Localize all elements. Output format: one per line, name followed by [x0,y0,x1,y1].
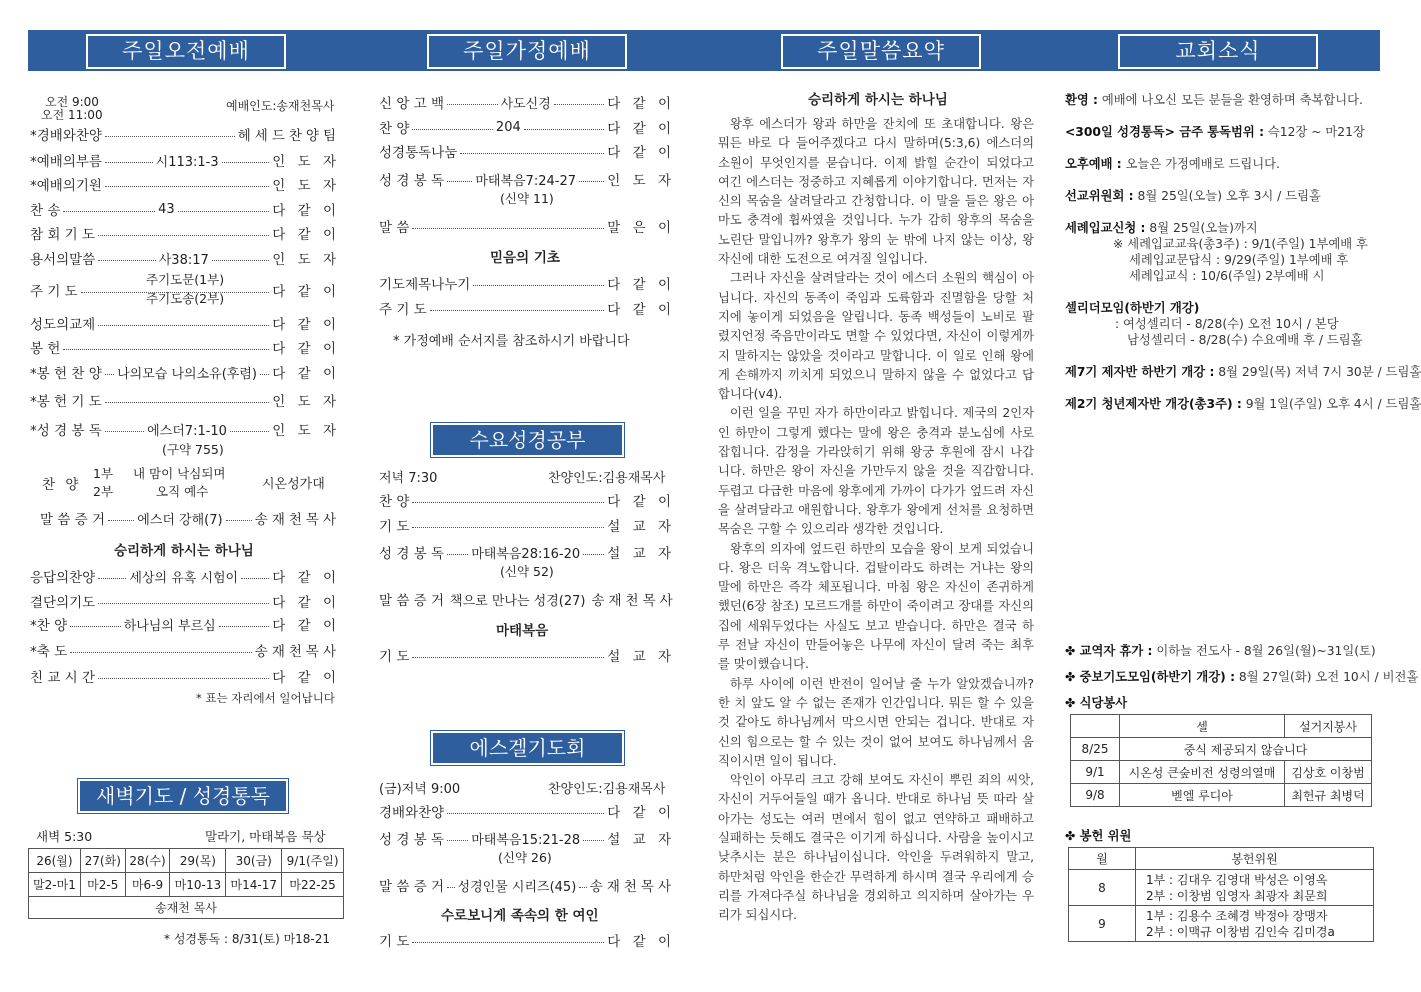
morning-item-person: 인 도 자 [272,252,340,268]
header-sermon-summary: 주일말씀요약 [781,34,981,69]
morning-row [30,419,340,439]
summary-paragraph: 왕후 에스더가 왕과 하만을 잔치에 또 초대합니다. 왕은 뭐든 바로 다 들어주겠다고 다시 말하며(5:3,6) 에스더의 소원이 무엇인지를 묻습니다. 이제 밝힐 순간이 되었다고 여긴 에스더는 정중하고 지혜롭게 이야기합니다. 먼저는 자신의 목숨을 살려달라고 간청합니다. 이 말을 들은 왕은 아마도 충격에 휩싸였을 것입니다. 누가 감히 왕후의 목숨을 노린단 말입니까? 왕후가 왕의 눈 밖에 나지 않는 이상, 왕 자신에 대한 도전으로 여겨질 일입니다. [718,117,1034,267]
dawn-day: 26(월) [29,849,81,873]
wed-item-person: 설 교 자 [607,519,675,535]
home-item-label: 주 기 도 [379,302,427,318]
dawn-reading: 마14-17 [226,873,282,897]
praise-choir: 시온성가대 [262,477,325,492]
morning-item-label: 봉 헌 [30,341,61,357]
news-youth-disciple: 제2기 청년제자반 개강(총3주) : 9월 1일(주일) 오후 4시 / 드림홀 [1065,397,1421,411]
header-morning-worship: 주일오전예배 [86,34,286,69]
morning-item-person: 다 같 이 [272,284,340,300]
dot-leader [98,578,126,579]
home-item-label: 성 경 봉 독 [379,173,445,189]
home-item-person: 다 같 이 [607,121,676,137]
home-item-person: 다 같 이 [607,302,675,318]
wed-time: 저녁 7:30 [379,471,438,486]
morning-row [30,390,340,410]
dot-leader [222,162,270,163]
home-item-person: 인 도 자 [607,173,675,189]
dot-leader [105,186,269,187]
wed-item-label: 말 씀 증 거 [379,593,445,609]
dot-leader [447,554,468,555]
morning-row [30,313,340,333]
home-item-content: 사도신경 [500,96,551,112]
bullet-icon: ✤ [1065,696,1076,710]
reading-ref: (구약 755) [162,442,224,457]
dawn-reading: 마6-9 [125,873,170,897]
morning-item-person: 다 같 이 [272,317,340,333]
morning-item-person: 다 같 이 [272,341,340,357]
dot-leader [260,374,269,375]
kitchen-title: ✤ 식당봉사 [1065,696,1128,710]
morning-item-content: 하나님의 부르심 [123,618,216,634]
dot-leader [412,657,604,658]
dot-leader [412,502,604,503]
wed-row [379,490,675,510]
offer-line: 1부 : 김대우 김영대 박성은 이영옥 [1146,872,1328,887]
home-item-label: 찬 양 [379,121,410,137]
home-row [379,117,675,137]
news-cell-leader: 셀리더모임(하반기 개강) [1065,301,1200,315]
header-wednesday: 수요성경공부 [431,423,624,457]
wed-item-label: 찬 양 [379,494,410,510]
wed-item-person: 다 같 이 [607,494,675,510]
dot-leader [447,104,498,105]
header-friday: 에스겔기도회 [431,731,624,765]
wed-reading-ref: (신약 52) [500,564,554,579]
morning-row [30,150,340,170]
bullet-icon: ✤ [1065,829,1076,843]
kitchen-head-cell: 셀 [1120,715,1285,738]
morning-row [30,666,340,686]
standing-note: * 표는 자리에서 일어납니다 [196,691,335,705]
morning-item-person: 인 도 자 [272,394,340,410]
home-row [379,298,675,318]
home-row [379,141,675,161]
news-welcome: 환영 : 예배에 나오신 모든 분들을 환영하며 축복합니다. [1065,93,1363,107]
fri-row [379,828,675,848]
dawn-table [28,848,344,919]
dot-leader [579,887,587,888]
wed-item-person: 설 교 자 [607,649,675,665]
wed-row [379,542,675,562]
morning-row [30,248,340,268]
dawn-reading: 마2-5 [80,873,125,897]
dot-leader [108,520,134,521]
kitchen-date: 8/25 [1071,738,1120,761]
summary-paragraph: 악인이 아무리 크고 강해 보여도 자신이 뿌린 죄의 씨앗, 자신이 거두어들일 때가 옵니다. 반대로 하나님 뜻 따라 살아가는 성도는 여러 면에서 힘이 없고 연약하고 패배하고 실패하는 듯해도 결국은 이기게 하십니다. 사람을 높이시고 낮추시는 분은 하나님이십니다. 악인을 두려워하지 말고, 하만처럼 악인을 한순간 무력하게 하시며 결국 우리에게 승리를 가져다주실 하나님을 경외하고 의지하며 살아가는 우리가 되십시다. [718,773,1034,923]
morning-item-label: 용서의말씀 [30,252,96,268]
morning-item-label: 주 기 도 [30,284,78,300]
wed-item-content: 마태복음28:16-20 [471,546,581,562]
kitchen-dish: 김상호 이창범 [1285,761,1372,784]
kitchen-cell: 시온성 큰숲비전 성령의열매 [1120,761,1285,784]
kitchen-cell: 중식 제공되지 않습니다 [1120,738,1372,761]
dot-leader [98,325,269,326]
dot-leader [105,431,144,432]
basics-title: 믿음의 기초 [490,250,560,266]
morning-item-person: 다 같 이 [272,595,340,611]
home-item-label: 성경통독나눔 [379,145,458,161]
morning-item-content: 에스더 강해(7) [137,512,223,528]
praise-part1: 1부 [93,466,114,481]
morning-item-label: 참 회 기 도 [30,227,96,243]
dot-leader [212,260,270,261]
dot-leader [412,228,604,229]
morning-item-person: 인 도 자 [272,178,340,194]
morning-item-person: 다 같 이 [272,227,340,243]
wed-leader: 찬양인도:김용재목사 [548,471,666,486]
dot-leader [554,104,605,105]
morning-item-label: 친 교 시 간 [30,670,96,686]
morning-item-label: *봉 헌 찬 양 [30,366,102,382]
news-disciple: 제7기 제자반 하반기 개강 : 8월 29일(목) 저녁 7시 30분 / 드림홀 [1065,365,1421,379]
morning-item-content: 43 [158,201,175,217]
kitchen-head-date [1071,715,1120,738]
morning-item-label: *찬 양 [30,618,68,634]
home-row [379,273,675,293]
bullet-icon: ✤ [1065,644,1076,658]
dot-leader [105,136,235,137]
dot-leader [178,211,270,212]
morning-item-content: 사38:17 [158,252,209,268]
header-home-worship: 주일가정예배 [427,34,627,69]
morning-item-person: 다 같 이 [272,570,341,586]
dawn-reading: 마22-25 [282,873,344,897]
morning-item-label: 말 씀 증 거 [40,512,106,528]
wed-row [379,515,675,535]
morning-row [30,199,340,219]
fri-item-person: 다 같 이 [607,934,675,950]
dawn-day: 30(금) [226,849,282,873]
dot-leader [583,840,604,841]
home-row [379,92,675,112]
morning-item-content: 에스더7:1-10 [147,423,227,439]
home-item-content: 204 [495,119,521,135]
dot-leader [447,887,455,888]
dot-leader [70,652,252,653]
wed-topic: 마태복음 [496,623,549,639]
dot-leader [63,349,269,350]
fri-item-label: 경배와찬양 [379,805,445,821]
kitchen-cell: 벧엘 루디아 [1120,784,1285,807]
morning-item-label: *봉 헌 기 도 [30,394,102,410]
dot-leader [473,285,604,286]
dot-leader [583,554,604,555]
home-item-person: 다 같 이 [607,277,675,293]
morning-row [30,174,340,194]
home-item-content: 마태복음7:24-27 [475,173,576,189]
offer-line: 2부 : 이창범 임영자 최광자 최문희 [1146,888,1328,903]
dot-leader [460,153,604,154]
header-church-news: 교회소식 [1118,34,1318,69]
dawn-day: 27(화) [80,849,125,873]
home-item-label: 기도제목나누기 [379,277,471,293]
dot-leader [447,181,472,182]
dot-leader [105,402,269,403]
dawn-day: 29(목) [170,849,226,873]
news-baptism: 세례입교신청 : 8월 25일(오늘)까지 [1065,221,1258,235]
praise-song1: 내 맘이 낙심되며 [133,466,226,481]
offer-head-month: 월 [1069,848,1136,870]
dot-leader [105,162,153,163]
home-row [379,216,675,236]
offer-members [1136,906,1374,942]
offer-line: 2부 : 이맥규 이창범 김인숙 김미경a [1146,924,1335,939]
kitchen-head-dish: 설거지봉사 [1285,715,1372,738]
offer-head-members: 봉헌위원 [1136,848,1374,870]
wed-row [379,645,675,665]
fri-item-person: 설 교 자 [607,832,676,848]
fri-leader: 찬양인도:김용재목사 [548,782,666,797]
home-reading-ref: (신약 11) [500,191,554,206]
time-second: 오전 11:00 [41,108,103,122]
home-item-label: 신 앙 고 백 [379,96,445,112]
summary-paragraph: 하루 사이에 이런 반전이 일어날 줄 누가 알았겠습니까? 한 치 앞도 알 수 없는 존재가 인간입니다. 뭐든 할 수 있을 것 같아도 하나님께서 막으시면 안되는 겁니다. 반대로 자신의 힘으로는 할 수 있는 것이 없어 보여도 하나님께서 움직이시면 일이 됩니다. [718,676,1034,768]
praise-label: 찬 양 [42,477,82,493]
fri-reading-ref: (신약 26) [498,850,552,865]
wed-item-content: 책으로 만나는 성경(27) [450,593,586,609]
wed-item-person: 설 교 자 [607,546,676,562]
dot-leader [524,129,605,130]
dot-leader [226,520,252,521]
dawn-reading: 말2-마1 [29,873,81,897]
morning-row [30,640,340,660]
kitchen-date: 9/8 [1071,784,1120,807]
morning-item-content: 시113:1-3 [155,154,219,170]
morning-item-label: *성 경 봉 독 [30,423,102,439]
morning-row [30,223,340,243]
fri-item-label: 기 도 [379,934,410,950]
prayer-second: 주기도송(2부) [146,291,225,306]
home-item-label: 말 씀 [379,220,410,236]
morning-item-person: 다 같 이 [272,670,340,686]
morning-item-person: 인 도 자 [272,154,341,170]
fri-item-label: 성 경 봉 독 [379,832,445,848]
fri-time: (금)저녁 9:00 [379,782,461,797]
dot-leader [447,813,604,814]
fri-item-label: 말 씀 증 거 [379,879,445,895]
morning-item-label: *예배의기원 [30,178,102,194]
morning-item-person: 헤세드찬양팀 [237,128,340,144]
morning-row [40,508,340,528]
fri-row [379,801,675,821]
dot-leader [447,840,468,841]
offer-month: 8 [1069,870,1136,906]
home-item-person: 말 은 이 [607,220,675,236]
morning-item-person: 송재천목사 [254,512,341,528]
praise-song2: 오직 예수 [156,484,209,499]
morning-item-person: 인 도 자 [272,423,341,439]
news-baptism-exam: 세례입교문답식 : 9/29(주일) 1부예배 후 [1129,253,1349,267]
morning-item-label: 응답의찬양 [30,570,96,586]
dot-leader [412,527,604,528]
morning-item-person: 다 같 이 [272,618,341,634]
dot-leader [70,626,121,627]
morning-row [30,591,340,611]
dot-leader [98,678,269,679]
dawn-time: 새벽 5:30 [36,829,93,844]
dawn-day: 28(수) [125,849,170,873]
home-note: * 가정예배 순서지를 참조하시기 바랍니다 [393,334,630,349]
offer-line: 1부 : 김용수 조혜경 박정아 장맹자 [1146,908,1328,923]
time-first: 오전 9:00 [45,95,99,109]
fri-row [379,875,675,895]
dawn-day: 9/1(주일) [282,849,344,873]
morning-item-label: *예배의부름 [30,154,102,170]
morning-row [30,362,340,382]
offer-members [1136,870,1374,906]
wed-item-label: 기 도 [379,649,410,665]
morning-item-label: 성도의교제 [30,317,96,333]
summary-paragraph: 그러나 자신을 살려달라는 것이 에스더 소원의 핵심이 아닙니다. 자신의 동족이 죽임과 도륙함과 진멸함을 당할 처지에 놓이게 되었음을 알립니다. 동족 백성들이 노비로 팔렸지언정 죽음만이라도 면할 수 있었다면, 자신이 이렇게까지 말하지는 않았을 것이라고 말합니다. 이 일로 인해 왕에게 손해까지 끼치게 되었으니 말하지 않을 수 없었다고 답합니다(v4). [718,271,1034,402]
dot-leader [98,260,156,261]
bullet-icon: ✤ [1065,670,1076,684]
dot-leader [230,431,269,432]
fri-item-person: 다 같 이 [607,805,675,821]
fri-item-content: 성경인물 시리즈(45) [457,879,577,895]
dot-leader [241,578,269,579]
praise-part2: 2부 [93,484,114,499]
news-baptism-rite: 세례입교식 : 10/6(주일) 2부예배 시 [1129,269,1325,283]
dawn-preacher: 송재천 목사 [29,897,344,919]
fri-topic: 수로보니게 족속의 한 여인 [441,908,599,924]
home-item-person: 다 같 이 [607,96,675,112]
news-intercession: ✤ 중보기도모임(하반기 개강) : 8월 27일(화) 오전 10시 / 비전홀 [1065,670,1419,684]
dot-leader [412,129,493,130]
dot-leader [63,211,155,212]
morning-item-person: 다 같 이 [272,203,341,219]
dot-leader [98,603,269,604]
morning-row [30,124,340,144]
dawn-desc: 말라기, 마태복음 묵상 [205,829,326,844]
dot-leader [98,235,269,236]
fri-row [379,930,675,950]
offering-title: ✤ 봉헌 위원 [1065,829,1132,843]
prayer-first: 주기도문(1부) [146,272,225,287]
morning-item-label: *경배와찬양 [30,128,102,144]
kitchen-table [1070,714,1372,807]
wed-item-person: 송재천목사 [591,593,677,609]
kitchen-date: 9/1 [1071,761,1120,784]
news-cell-men: 남성셀리더 - 8/28(수) 수요예배 후 / 드림홀 [1127,333,1363,347]
dot-leader [412,942,604,943]
dot-leader [219,626,270,627]
morning-item-person: 다 같 이 [272,366,340,382]
home-row [379,169,675,189]
summary-paragraph: 이런 일을 꾸민 자가 하만이라고 밝힙니다. 제국의 2인자인 하만이 그렇게 했다는 말에 왕은 충격과 분노심에 사로잡힙니다. 감정을 가라앉히기 위해 왕궁 후원에 잠시 나갑니다. 하만은 왕이 자신을 가만두지 않을 것을 직감합니다. 두렵고 다급한 마음에 왕후에게 가까이 다가가 엎드려 자신을 살려달라고 애원합니다. 왕후가 왕에게 선처를 요청하면 목숨은 구할 수 있으리라 생각한 것입니다. [718,406,1034,537]
morning-item-content: 세상의 유혹 시험이 [129,570,239,586]
dawn-reading: 마10-13 [170,873,226,897]
offering-table [1068,847,1374,942]
wed-item-label: 성 경 봉 독 [379,546,445,562]
morning-row [30,614,340,634]
offer-month: 9 [1069,906,1136,942]
news-staff-vacation: ✤ 교역자 휴가 : 이하늘 전도사 - 8월 26일(월)~31일(토) [1065,644,1376,658]
summary-paragraph: 왕후의 의자에 엎드린 하만의 모습을 왕이 보게 되었습니다. 왕은 더욱 격노합니다. 겁탈이라도 하려는 거냐는 왕의 말에 하만은 즉각 체포됩니다. 마침 왕은 자신이 존귀하게 했던(6장 참조) 모르드개를 하만이 죽이려고 장대를 자신의 집에 세워두었다는 사실도 보고 받습니다. 하만은 결국 하루 전날 자신이 만들어놓은 나무에 자신이 달려 죽는 최후를 맞이했습니다. [718,541,1034,672]
home-item-person: 다 같 이 [607,145,675,161]
kitchen-dish: 최헌규 최병덕 [1285,784,1372,807]
dot-leader [579,181,604,182]
fri-item-content: 마태복음15:21-28 [471,832,581,848]
wed-row [379,589,675,609]
header-dawn-prayer: 새벽기도 / 성경통독 [78,779,288,813]
worship-leader: 예배인도:송재천목사 [226,99,335,113]
wed-item-label: 기 도 [379,519,410,535]
summary-body [718,115,1034,925]
morning-item-label: 찬 송 [30,203,61,219]
morning-row [30,337,340,357]
news-mission: 선교위원회 : 8월 25일(오늘) 오후 3시 / 드림홀 [1065,189,1321,203]
dot-leader [105,374,114,375]
news-cell-women: : 여성셀리더 - 8/28(수) 오전 10시 / 본당 [1115,317,1339,331]
morning-item-person: 송재천목사 [254,644,340,660]
morning-item-label: *축 도 [30,644,68,660]
news-afternoon: 오후예배 : 오늘은 가정예배로 드립니다. [1065,157,1280,171]
morning-row [30,566,340,586]
summary-title: 승리하게 하시는 하나님 [808,92,948,108]
morning-item-content: 나의모습 나의소유(후렴) [117,366,257,382]
morning-sermon-title: 승리하게 하시는 하나님 [114,543,254,559]
fri-item-person: 송재천목사 [589,879,675,895]
reading-note: * 성경통독 : 8/31(토) 마18-21 [164,932,331,946]
morning-item-label: 결단의기도 [30,595,96,611]
news-bible-reading: <300일 성경통독> 금주 통독범위 : 슥12장 ~ 마21장 [1065,125,1365,139]
news-baptism-edu: ※ 세례입교교육(총3주) : 9/1(주일) 1부예배 후 [1113,237,1368,251]
dot-leader [430,310,605,311]
